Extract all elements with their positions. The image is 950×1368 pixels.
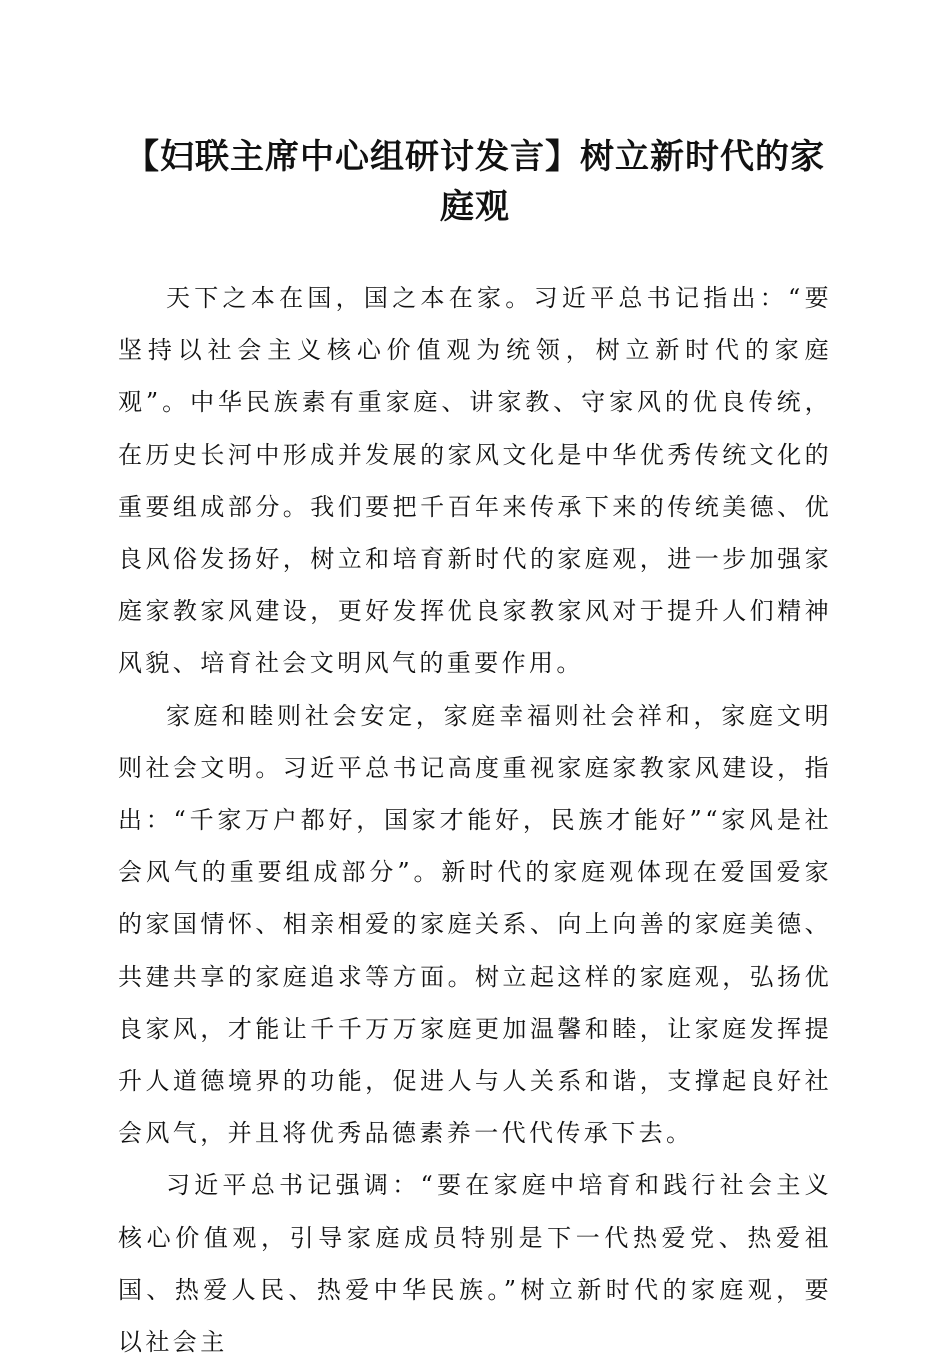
paragraph-3: 习近平总书记强调：“要在家庭中培育和践行社会主义核心价值观，引导家庭成员特别是下一代热爱党、热爱祖国、热爱人民、热爱中华民族。”树立新时代的家庭观，要以社会主	[118, 1171, 832, 1357]
document-body	[118, 272, 832, 1368]
paragraph-1: 天下之本在国，国之本在家。习近平总书记指出：“要坚持以社会主义核心价值观为统领，树立新时代的家庭观”。中华民族素有重家庭、讲家教、守家风的优良传统，在历史长河中形成并发展的家风文化是中华优秀传统文化的重要组成部分。我们要把千百年来传承下来的传统美德、优良风俗发扬好，树立和培育新时代的家庭观，进一步加强家庭家教家风建设，更好发挥优良家教家风对于提升人们精神风貌、培育社会文明风气的重要作用。	[118, 284, 832, 678]
paragraph-2: 家庭和睦则社会安定，家庭幸福则社会祥和，家庭文明则社会文明。习近平总书记高度重视家庭家教家风建设，指出：“千家万户都好，国家才能好，民族才能好”“家风是社会风气的重要组成部分”。新时代的家庭观体现在爱国爱家的家国情怀、相亲相爱的家庭关系、向上向善的家庭美德、共建共享的家庭追求等方面。树立起这样的家庭观，弘扬优良家风，才能让千千万万家庭更加温馨和睦，让家庭发挥提升人道德境界的功能，促进人与人关系和谐，支撑起良好社会风气，并且将优秀品德素养一代代传承下去。	[118, 701, 832, 1148]
document-title: 【妇联主席中心组研讨发言】树立新时代的家庭观	[125, 137, 825, 227]
